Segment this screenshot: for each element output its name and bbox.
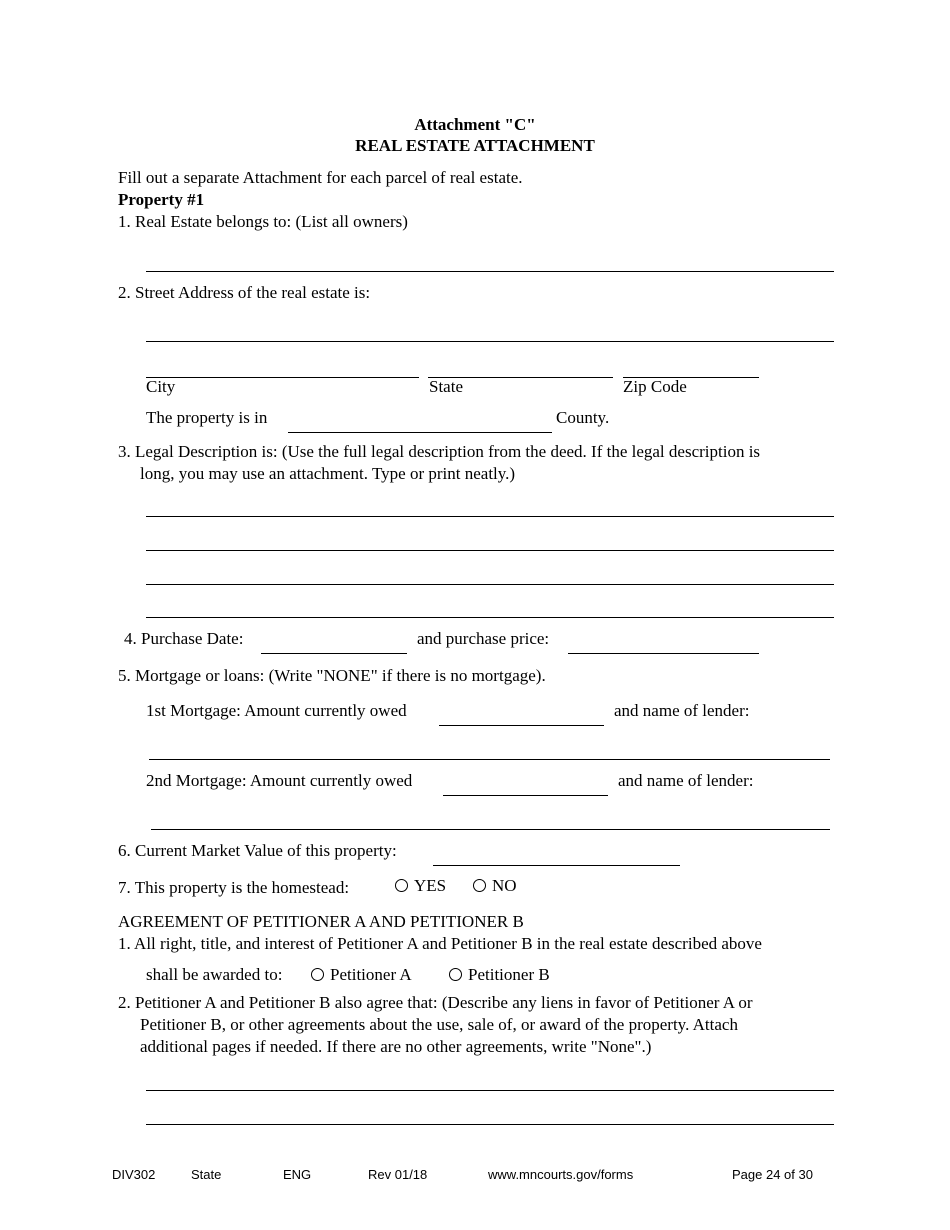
legal-description-instructions: long, you may use an attachment. Type or print neatly.) <box>140 464 516 483</box>
legal-description-line[interactable] <box>146 584 834 585</box>
street-address-field[interactable] <box>146 341 834 342</box>
legal-description-line[interactable] <box>146 617 834 618</box>
agreement-item1-text: 1. All right, title, and interest of Petitioner A and Petitioner B in the real estate described above <box>118 934 762 953</box>
county-field[interactable] <box>288 432 552 433</box>
no-radio[interactable] <box>473 879 486 892</box>
petitioner-b-option[interactable] <box>449 965 550 985</box>
footer-revision: Rev 01/18 <box>368 1167 428 1182</box>
page-title: REAL ESTATE ATTACHMENT <box>355 136 595 155</box>
first-lender-label: and name of lender: <box>614 701 750 720</box>
second-mortgage-label: 2nd Mortgage: Amount currently owed <box>146 771 413 790</box>
legal-description-line[interactable] <box>146 516 834 517</box>
no-label: NO <box>492 876 517 895</box>
footer-language: ENG <box>283 1167 312 1182</box>
homestead-no-option[interactable] <box>473 876 517 896</box>
owners-label: 1. Real Estate belongs to: (List all owners) <box>118 212 408 231</box>
property-heading: Property #1 <box>118 190 205 209</box>
footer-jurisdiction: State <box>191 1167 222 1182</box>
street-address-label: 2. Street Address of the real estate is: <box>118 283 371 302</box>
attachment-label: Attachment "C" <box>414 115 536 134</box>
legal-description-line[interactable] <box>146 550 834 551</box>
footer-form-number: DIV302 <box>112 1167 156 1182</box>
market-value-field[interactable] <box>433 865 680 866</box>
petitioner-a-label: Petitioner A <box>330 965 412 984</box>
second-mortgage-amount-field[interactable] <box>443 795 608 796</box>
yes-radio[interactable] <box>395 879 408 892</box>
petitioner-a-radio[interactable] <box>311 968 324 981</box>
city-field[interactable] <box>146 377 419 378</box>
awarded-to-label: shall be awarded to: <box>146 965 283 984</box>
first-mortgage-amount-field[interactable] <box>439 725 604 726</box>
second-lender-field[interactable] <box>151 829 830 830</box>
agreement-item2-line3: additional pages if needed. If there are no other agreements, write "None".) <box>140 1037 652 1056</box>
legal-description-label: 3. Legal Description is: (Use the full legal description from the deed. If the legal description is <box>118 442 761 461</box>
homestead-label: 7. This property is the homestead: <box>118 878 350 897</box>
purchase-date-field[interactable] <box>261 653 407 654</box>
petitioner-b-label: Petitioner B <box>468 965 550 984</box>
agreements-line[interactable] <box>146 1090 834 1091</box>
market-value-label: 6. Current Market Value of this property: <box>118 841 397 860</box>
state-label: State <box>429 377 463 396</box>
zip-label: Zip Code <box>623 377 687 396</box>
agreement-item2-line1: 2. Petitioner A and Petitioner B also agree that: (Describe any liens in favor of Petitioner A or <box>118 993 753 1012</box>
agreements-line[interactable] <box>146 1124 834 1125</box>
mortgage-label: 5. Mortgage or loans: (Write "NONE" if there is no mortgage). <box>118 666 546 685</box>
purchase-date-label: 4. Purchase Date: <box>124 629 244 648</box>
footer-page-number: Page 24 of 30 <box>732 1167 813 1182</box>
first-mortgage-label: 1st Mortgage: Amount currently owed <box>146 701 407 720</box>
footer-url: www.mncourts.gov/forms <box>488 1167 634 1182</box>
agreement-item2-line2: Petitioner B, or other agreements about the use, sale of, or award of the property. Attach <box>140 1015 738 1034</box>
county-suffix-label: County. <box>556 408 610 427</box>
city-label: City <box>146 377 176 396</box>
homestead-yes-option[interactable] <box>395 876 446 896</box>
yes-label: YES <box>414 876 447 895</box>
petitioner-b-radio[interactable] <box>449 968 462 981</box>
petitioner-a-option[interactable] <box>311 965 412 985</box>
purchase-price-label: and purchase price: <box>417 629 550 648</box>
agreement-heading: AGREEMENT OF PETITIONER A AND PETITIONER B <box>118 912 524 931</box>
second-lender-label: and name of lender: <box>618 771 754 790</box>
intro-text: Fill out a separate Attachment for each parcel of real estate. <box>118 168 523 187</box>
purchase-price-field[interactable] <box>568 653 759 654</box>
county-prefix-label: The property is in <box>146 408 268 427</box>
first-lender-field[interactable] <box>149 759 830 760</box>
owners-field[interactable] <box>146 271 834 272</box>
